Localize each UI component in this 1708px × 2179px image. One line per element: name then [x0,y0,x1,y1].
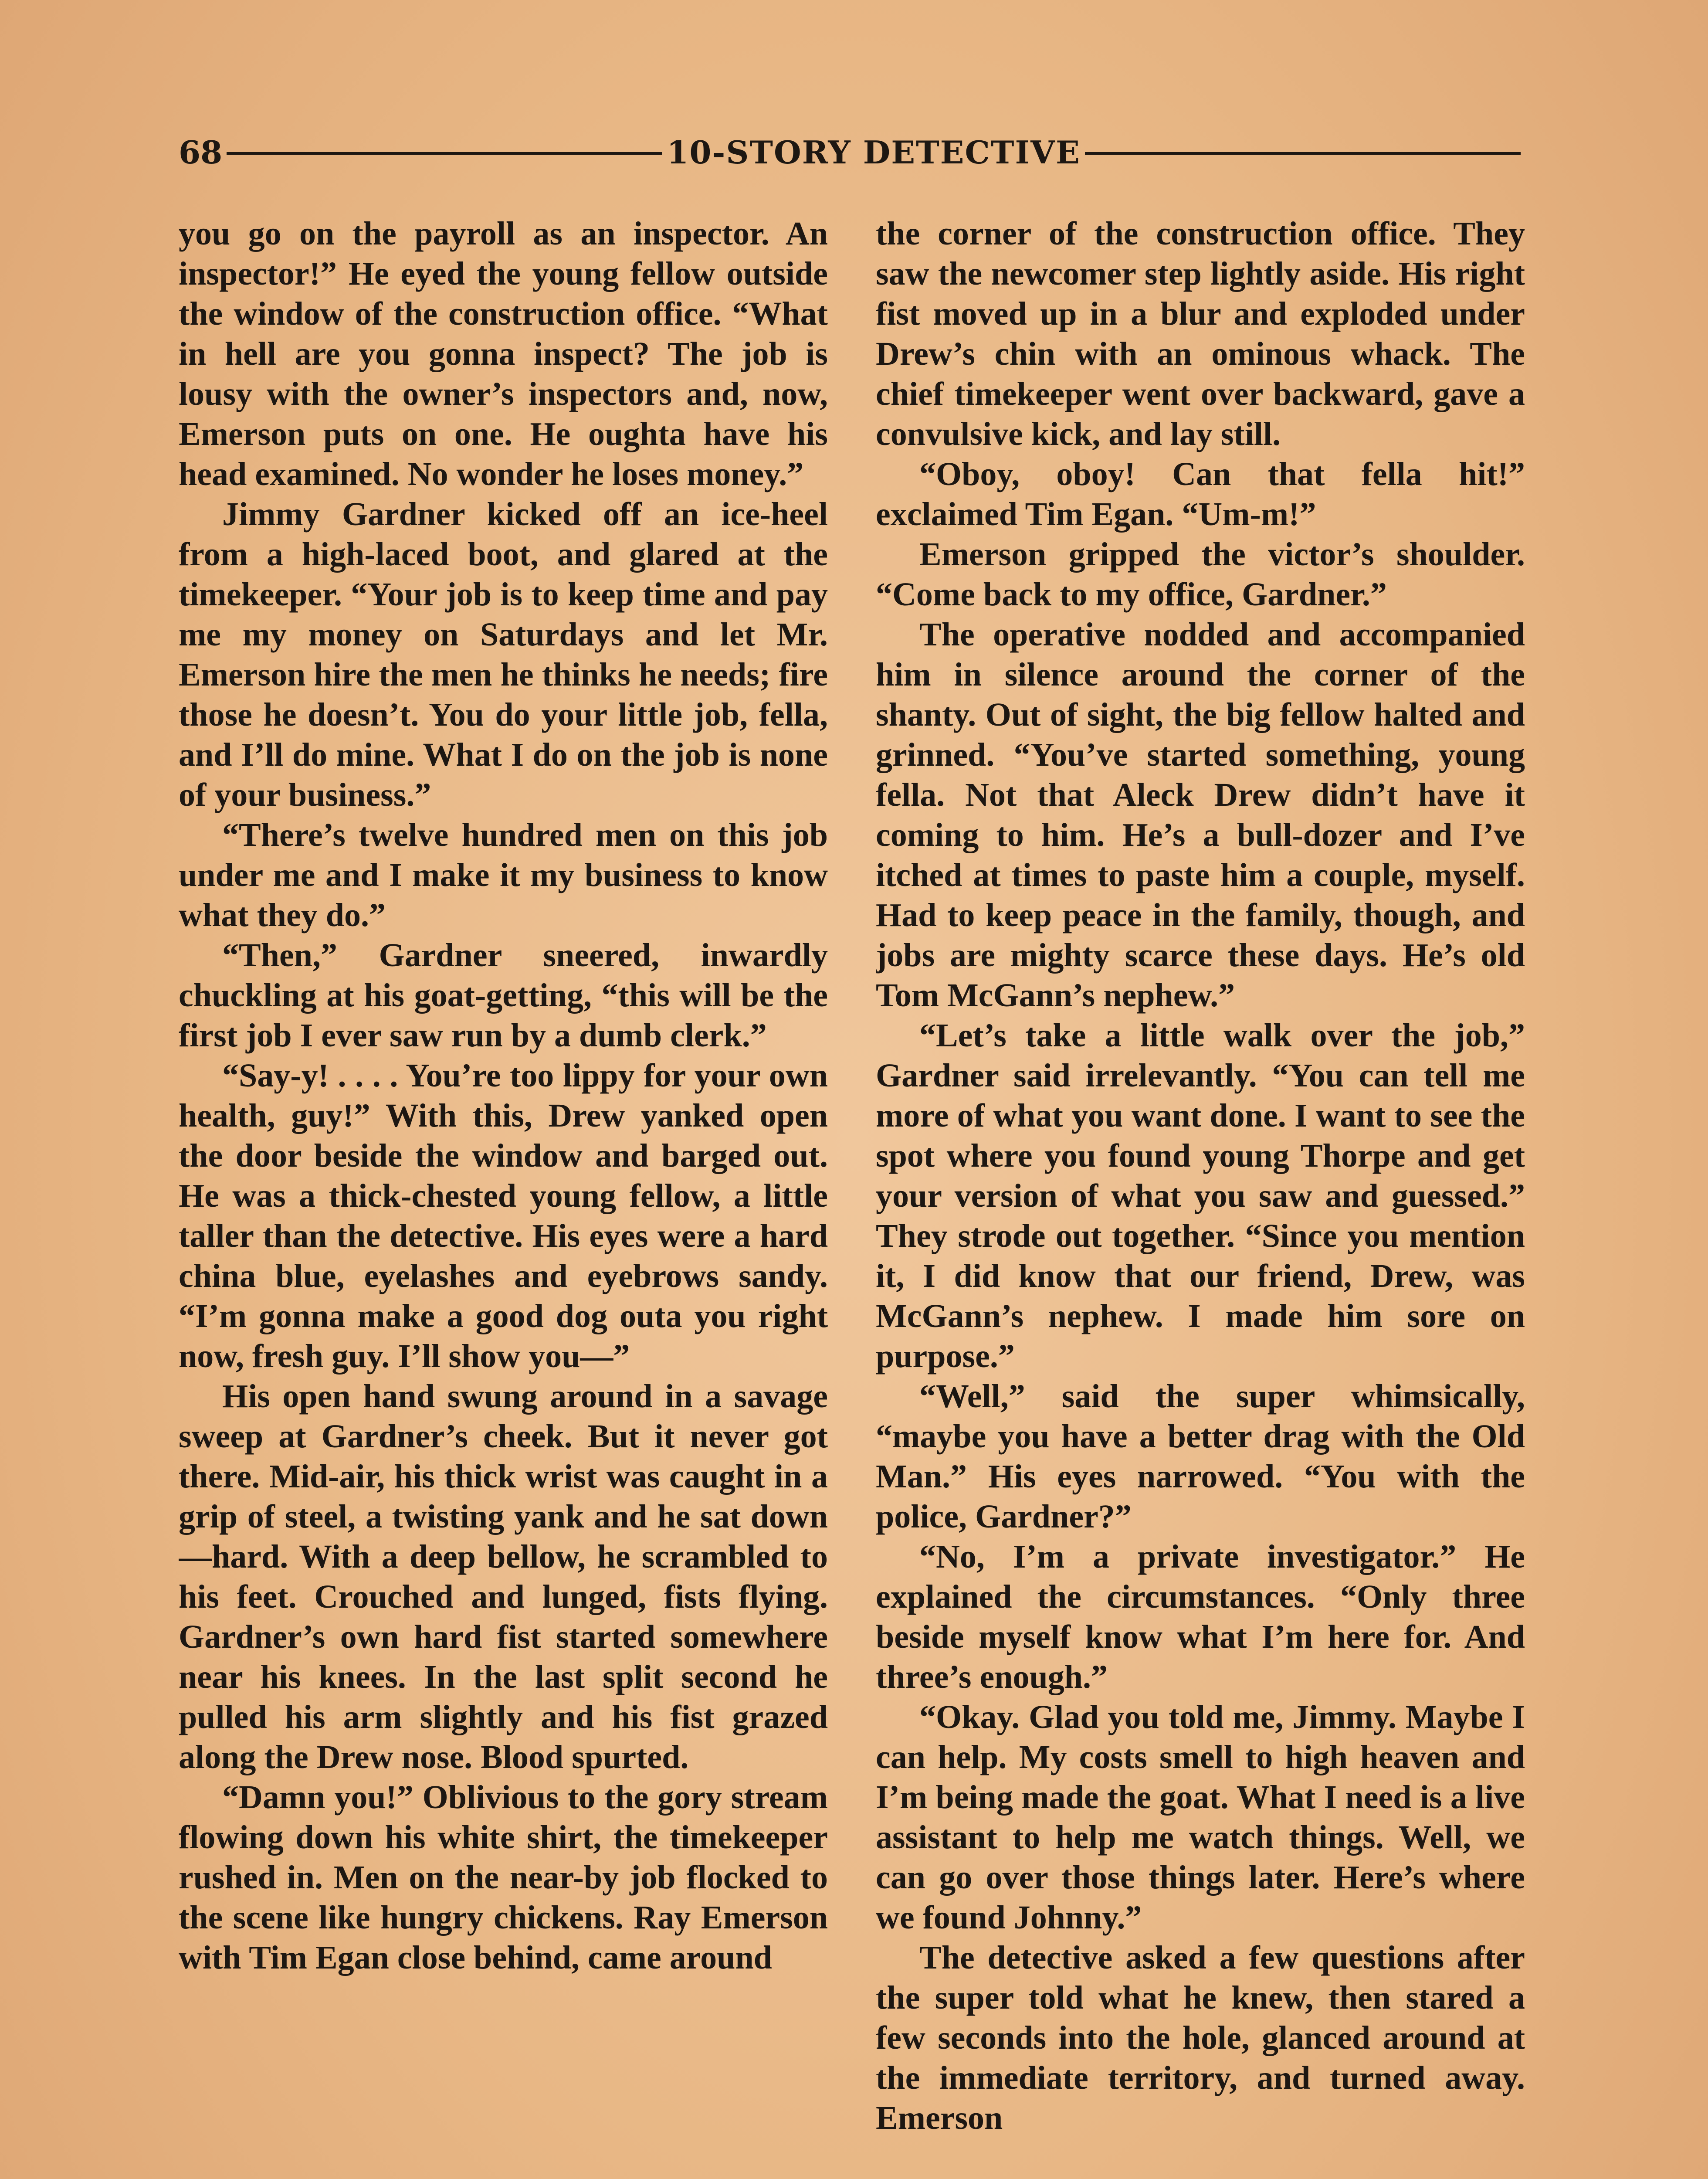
paragraph: “Damn you!” Oblivious to the gory stream flowing down his white shirt, the timekeeper rushed in. Men on the near-by job flocked to the scene like hungry chickens. Ray Emerson with Tim Egan close behind, came around [179,1779,828,1976]
paragraph: “Say-y! . . . . You’re too lippy for your own health, guy!” With this, Drew yanked open the door beside the window and barged out. He was a thick-chested young fellow, a little taller than the detective. His eyes were a hard china blue, eyelashes and eyebrows sandy. “I’m gonna make a good dog outa you right now, fresh guy. I’ll show you—” [179,1057,828,1375]
header-rule-right [1085,152,1521,155]
paragraph: The detective asked a few questions after the super told what he knew, then stared a few seconds into the hole, glanced around at the immediate territory, and turned away. Emerson [876,1939,1525,2136]
header-rule-left [227,152,662,155]
paragraph: “Oboy, oboy! Can that fella hit!” exclaimed Tim Egan. “Um-m!” [876,456,1525,533]
paragraph: “Then,” Gardner sneered, inwardly chuckling at his goat-getting, “this will be the first job I ever saw run by a dumb clerk.” [179,937,828,1054]
page-number: 68 [179,134,223,171]
paragraph: the corner of the construction office. They saw the newcomer step lightly aside. His right fist moved up in a blur and exploded under Drew’s chin with an ominous whack. The chief timekeeper went over backward, gave a convulsive kick, and lay still. [876,215,1525,452]
text-column-left [179,214,828,2179]
paragraph: Emerson gripped the victor’s shoulder. “Come back to my office, Gardner.” [876,536,1525,613]
paragraph: “Let’s take a little walk over the job,” Gardner said irrelevantly. “You can tell me more of what you want done. I want to see the spot where you found young Thorpe and get your version of what you saw and guessed.” They strode out together. “Since you mention it, I did know that our friend, Drew, was McGann’s nephew. I made him sore on purpose.” [876,1017,1525,1375]
paragraph: The operative nodded and accompanied him in silence around the corner of the shanty. Out of sight, the big fellow halted and grinned. “You’ve started something, young fella. Not that Aleck Drew didn’t have it coming to him. He’s a bull-dozer and I’ve itched at times to paste him a couple, myself. Had to keep peace in the family, though, and jobs are mighty scarce these days. He’s old Tom McGann’s nephew.” [876,616,1525,1014]
running-title: 10-STORY DETECTIVE [667,134,1081,171]
paragraph: you go on the payroll as an inspector. An inspector!” He eyed the young fellow outside the window of the construction office. “What in hell are you gonna inspect? The job is lousy with the owner’s inspectors and, now, Emerson puts on one. He oughta have his head examined. No wonder he loses money.” [179,215,828,492]
page-header [179,126,1525,179]
paragraph: Jimmy Gardner kicked off an ice-heel from a high-laced boot, and glared at the timekeeper. “Your job is to keep time and pay me my money on Saturdays and let Mr. Emerson hire the men he thinks he needs; fire those he doesn’t. You do your little job, fella, and I’ll do mine. What I do on the job is none of your business.” [179,496,828,813]
text-column-right [876,214,1525,2179]
paragraph: “No, I’m a private investigator.” He explained the circumstances. “Only three beside myself know what I’m here for. And three’s enough.” [876,1538,1525,1695]
paragraph: “There’s twelve hundred men on this job under me and I make it my business to know what they do.” [179,817,828,933]
paragraph: “Well,” said the super whimsically, “maybe you have a better drag with the Old Man.” His eyes narrowed. “You with the police, Gardner?” [876,1378,1525,1535]
paragraph: “Okay. Glad you told me, Jimmy. Maybe I can help. My costs smell to high heaven and I’m being made the goat. What I need is a live assistant to help me watch things. Well, we can go over those things later. Here’s where we found Johnny.” [876,1699,1525,1936]
paragraph: His open hand swung around in a savage sweep at Gardner’s cheek. But it never got there. Mid-air, his thick wrist was caught in a grip of steel, a twisting yank and he sat down—hard. With a deep bellow, he scrambled to his feet. Crouched and lunged, fists flying. Gardner’s own hard fist started somewhere near his knees. In the last split second he pulled his arm slightly and his fist grazed along the Drew nose. Blood spurted. [179,1378,828,1775]
